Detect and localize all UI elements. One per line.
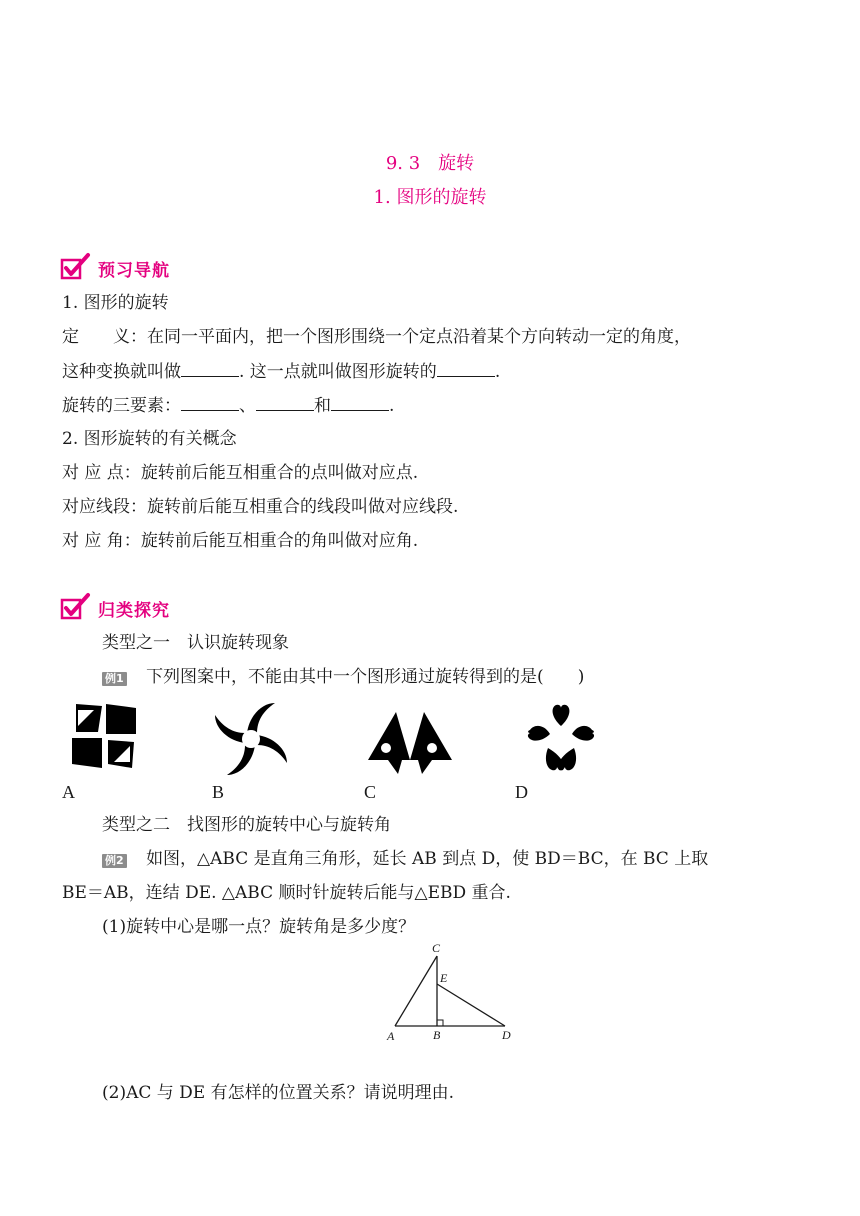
question1: (1)旋转中心是哪一点？旋转角是多少度？ <box>102 917 416 937</box>
definition-line2: 这种变换就叫做 . 这一点就叫做图形旋转的 . <box>62 362 501 382</box>
example2-line2: BE＝AB，连结 DE. △ABC 顺时针旋转后能与△EBD 重合. <box>62 883 511 903</box>
option-a-pinwheel-figure <box>68 700 140 772</box>
blank-center <box>437 360 495 377</box>
sub-title: 1. 图形的旋转 <box>373 187 487 208</box>
definition-text: 在同一平面内，把一个图形围绕一个定点沿着某个方向转动一定的角度， <box>147 327 691 347</box>
option-c-label: C <box>364 782 377 802</box>
item2-title: 2. 图形旋转的有关概念 <box>62 429 237 449</box>
checkbox-icon <box>60 592 92 622</box>
blank-element3 <box>331 394 389 411</box>
blank-element1 <box>181 394 239 411</box>
blank-element2 <box>256 394 314 411</box>
label-c: C <box>432 941 441 955</box>
item1-title: 1. 图形的旋转 <box>62 293 169 313</box>
concept-points: 对 应 点：旋转前后能互相重合的点叫做对应点. <box>62 463 419 483</box>
label-a: A <box>387 1029 395 1043</box>
label-d: D <box>502 1028 511 1042</box>
preview-heading-text: 预习导航 <box>98 261 170 281</box>
type2-title: 类型之二 找图形的旋转中心与旋转角 <box>102 815 391 835</box>
example1-badge: 例1 <box>102 672 127 686</box>
definition-label: 定 义： <box>62 327 147 347</box>
concept-segments: 对应线段：旋转前后能互相重合的线段叫做对应线段. <box>62 497 459 517</box>
question2: (2)AC 与 DE 有怎样的位置关系？请说明理由. <box>102 1083 455 1103</box>
explore-heading-text: 归类探究 <box>98 601 170 621</box>
option-a-label: A <box>62 782 75 802</box>
example2-line1 <box>102 848 708 870</box>
example1 <box>102 666 584 688</box>
triangle-figure <box>380 940 520 1048</box>
option-d-label: D <box>515 782 528 802</box>
section-title: 9. 3 旋转 <box>385 153 475 174</box>
example1-text: 下列图案中，不能由其中一个图形通过旋转得到的是( ) <box>146 667 585 687</box>
option-d-hearts-figure <box>522 700 600 776</box>
label-b: B <box>433 1028 441 1042</box>
definition-line1 <box>62 326 691 348</box>
option-c-triangles-figure <box>366 708 454 776</box>
option-b-swirl-figure <box>210 698 292 780</box>
example2-badge: 例2 <box>102 854 127 868</box>
checkbox-icon <box>60 252 92 282</box>
example2-text-line1: 如图，△ABC 是直角三角形，延长 AB 到点 D，使 BD＝BC，在 BC 上取 <box>146 849 709 869</box>
option-b-label: B <box>212 782 225 802</box>
blank-rotation <box>181 360 239 377</box>
concept-angles: 对 应 角：旋转前后能互相重合的角叫做对应角. <box>62 531 419 551</box>
preview-heading <box>60 252 260 282</box>
explore-heading <box>60 592 260 622</box>
label-e: E <box>440 971 448 985</box>
three-elements: 旋转的三要素： 、 和 . <box>62 396 395 416</box>
type1-title: 类型之一 认识旋转现象 <box>102 633 289 653</box>
